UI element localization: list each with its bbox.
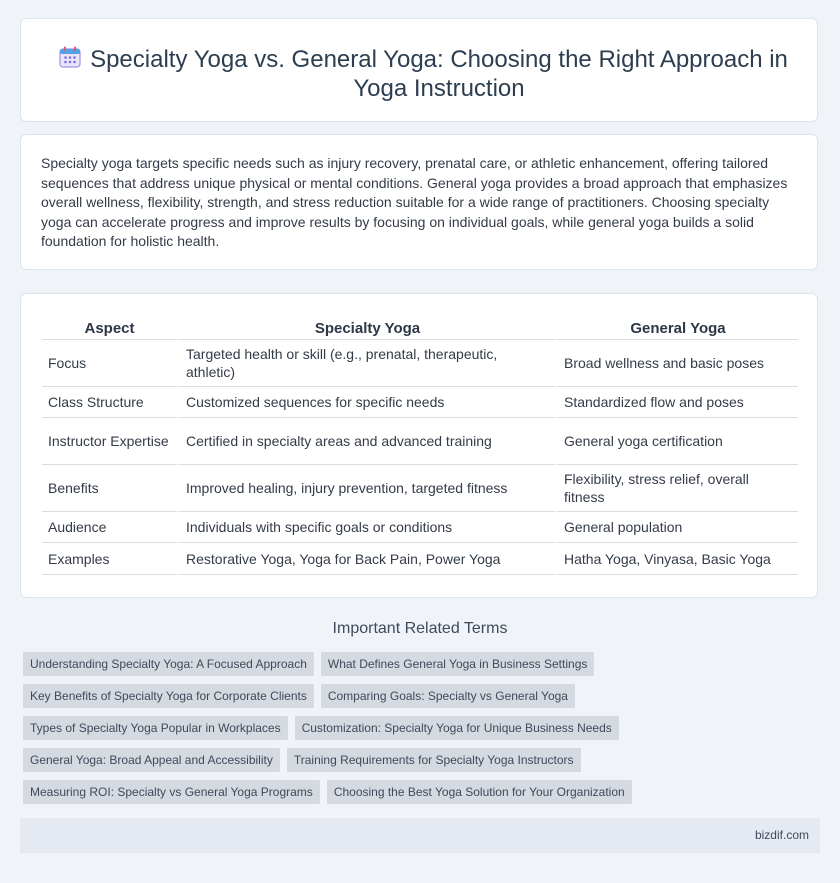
table-row xyxy=(42,512,798,543)
cell-specialty: Targeted health or skill (e.g., prenatal, therapeutic, athletic) xyxy=(177,340,555,387)
related-term-link[interactable]: Measuring ROI: Specialty vs General Yoga Programs xyxy=(23,780,320,804)
related-term-link[interactable]: Understanding Specialty Yoga: A Focused Approach xyxy=(23,652,314,676)
intro-card xyxy=(20,134,818,270)
cell-aspect: Class Structure xyxy=(42,387,177,418)
cell-specialty: Restorative Yoga, Yoga for Back Pain, Power Yoga xyxy=(177,543,555,575)
related-term-link[interactable]: Training Requirements for Specialty Yoga Instructors xyxy=(287,748,581,772)
related-term-link[interactable]: Choosing the Best Yoga Solution for Your Organization xyxy=(327,780,632,804)
cell-specialty: Individuals with specific goals or conditions xyxy=(177,512,555,543)
cell-general: Broad wellness and basic poses xyxy=(555,340,798,387)
related-term-link[interactable]: Key Benefits of Specialty Yoga for Corporate Clients xyxy=(23,684,314,708)
cell-general: General yoga certification xyxy=(555,418,798,465)
table-row xyxy=(42,418,798,465)
title-card xyxy=(20,18,818,122)
footer-brand[interactable]: bizdif.com xyxy=(754,828,809,842)
comparison-table xyxy=(42,315,798,575)
table-row xyxy=(42,543,798,575)
cell-aspect: Benefits xyxy=(42,465,177,512)
cell-aspect: Focus xyxy=(42,340,177,387)
table-row xyxy=(42,465,798,512)
comparison-card xyxy=(20,293,818,598)
related-term-link[interactable]: General Yoga: Broad Appeal and Accessibility xyxy=(23,748,280,772)
cell-specialty: Customized sequences for specific needs xyxy=(177,387,555,418)
cell-aspect: Audience xyxy=(42,512,177,543)
table-header-row xyxy=(42,315,798,340)
header-aspect: Aspect xyxy=(42,315,177,340)
header-general-yoga: General Yoga xyxy=(555,315,798,340)
related-terms-list xyxy=(23,652,813,812)
cell-aspect: Examples xyxy=(42,543,177,575)
related-term-link[interactable]: Types of Specialty Yoga Popular in Workplaces xyxy=(23,716,288,740)
calendar-icon xyxy=(57,44,83,70)
header-specialty-yoga: Specialty Yoga xyxy=(177,315,555,340)
footer xyxy=(20,818,820,853)
cell-general: Flexibility, stress relief, overall fitness xyxy=(555,465,798,512)
cell-aspect: Instructor Expertise xyxy=(42,418,177,465)
intro-paragraph: Specialty yoga targets specific needs such as injury recovery, prenatal care, or athletic enhancement, offering tailored sequences that address unique physical or mental conditions. General yoga provides a broad approach that emphasizes overall wellness, flexibility, strength, and stress reduction suitable for a wide range of practitioners. Choosing specialty yoga can accelerate progress and improve results by focusing on individual goals, while general yoga builds a solid foundation for holistic health. xyxy=(41,155,788,249)
cell-specialty: Improved healing, injury prevention, targeted fitness xyxy=(177,465,555,512)
related-term-link[interactable]: Comparing Goals: Specialty vs General Yoga xyxy=(321,684,575,708)
page-title: Specialty Yoga vs. General Yoga: Choosing the Right Approach in Yoga Instruction xyxy=(90,46,788,102)
related-terms-title: Important Related Terms xyxy=(332,620,508,637)
cell-general: General population xyxy=(555,512,798,543)
cell-general: Hatha Yoga, Vinyasa, Basic Yoga xyxy=(555,543,798,575)
related-term-link[interactable]: Customization: Specialty Yoga for Unique Business Needs xyxy=(295,716,619,740)
related-term-link[interactable]: What Defines General Yoga in Business Settings xyxy=(321,652,595,676)
table-row xyxy=(42,387,798,418)
table-row xyxy=(42,340,798,387)
cell-specialty: Certified in specialty areas and advanced training xyxy=(177,418,555,465)
cell-general: Standardized flow and poses xyxy=(555,387,798,418)
